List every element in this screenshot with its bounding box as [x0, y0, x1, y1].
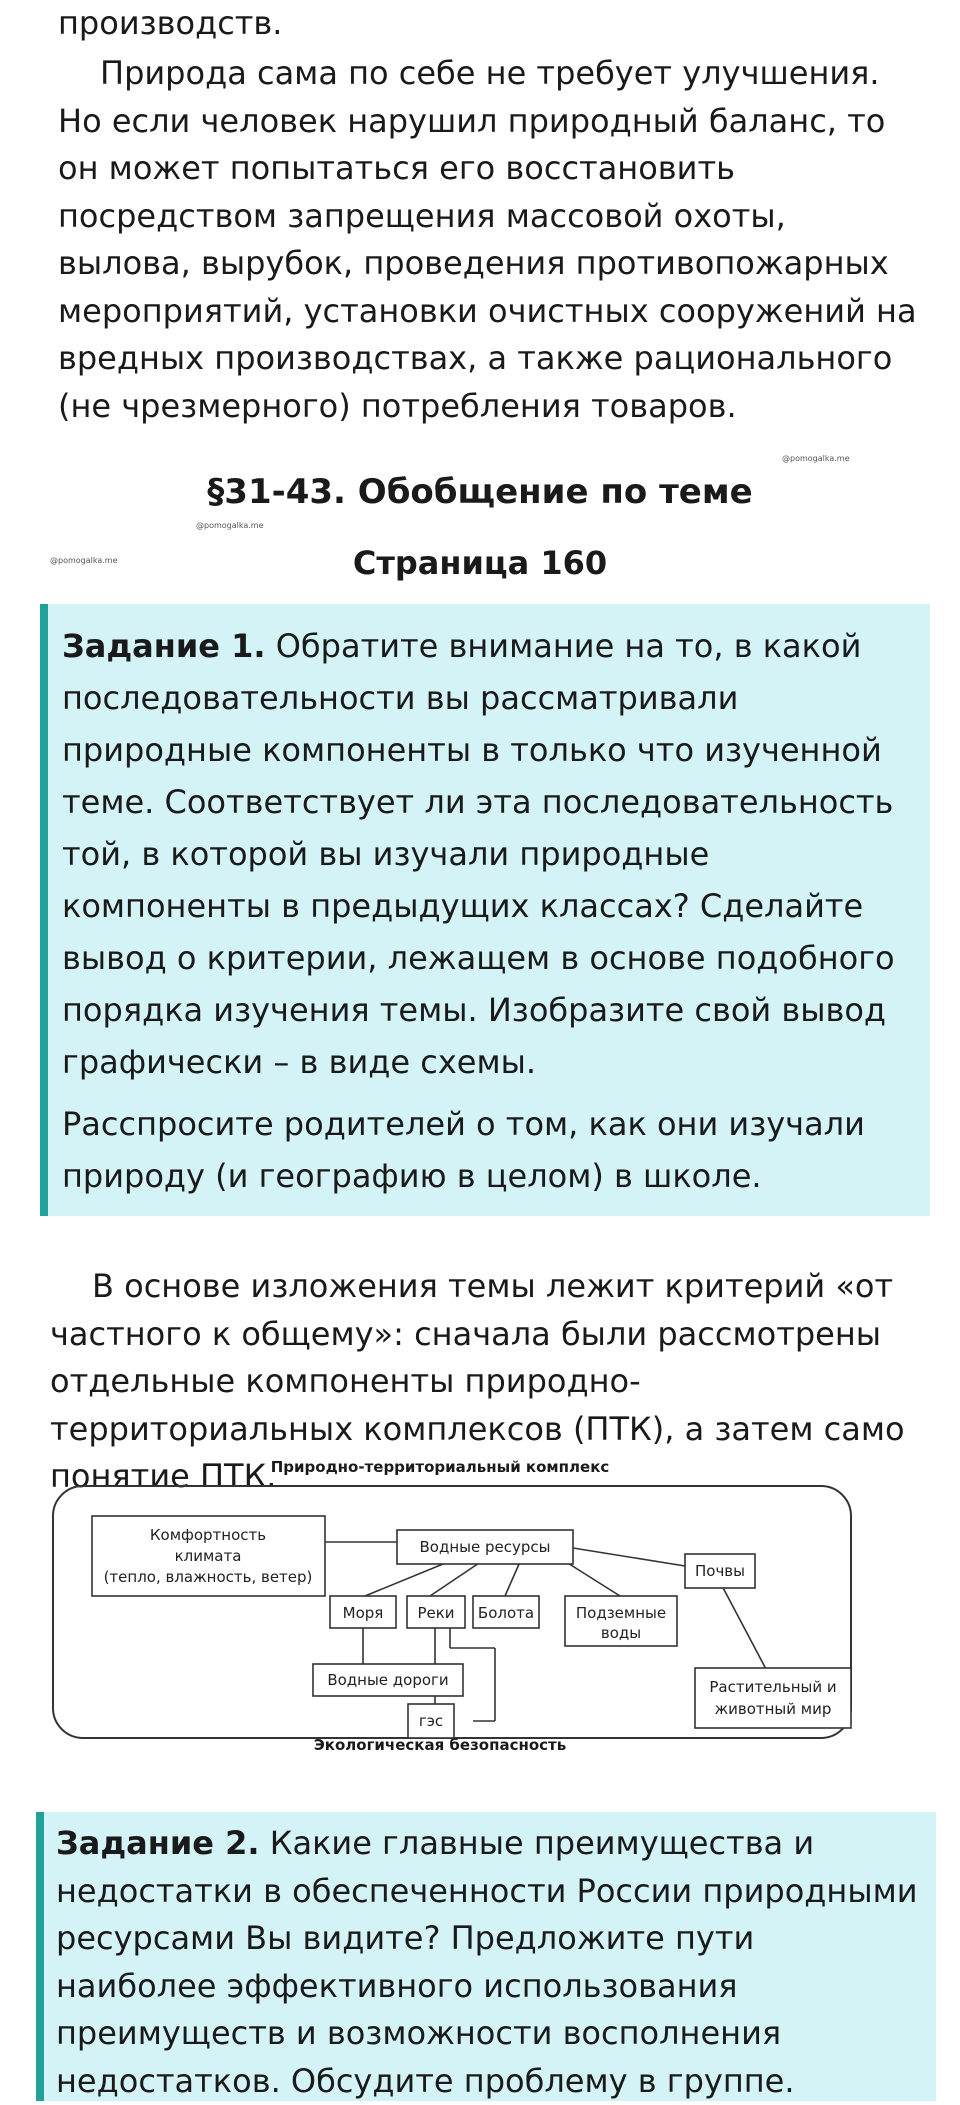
page-label: Страница 160 — [352, 544, 608, 582]
watermark: @pomogalka.me — [196, 521, 264, 530]
ptk-diagram — [45, 1458, 860, 1758]
node-biota-1: Растительный и — [709, 1678, 837, 1696]
intro-line: производств. — [58, 4, 283, 42]
node-rivers: Реки — [417, 1604, 455, 1622]
node-climate-3: (тепло, влажность, ветер) — [103, 1568, 313, 1586]
task-2-body: Какие главные преимущества и недостатки в обеспеченности России природными ресурсами Вы видите? Предложите пути наиболее эффективного использования преимуществ и возможности восполнения недостатков. Обсудите проблему в группе. — [56, 1824, 918, 2100]
diagram-title: Природно-территориальный комплекс — [270, 1458, 610, 1476]
diagram-caption: Экологическая безопасность — [313, 1736, 567, 1754]
intro-paragraph: Природа сама по себе не требует улучшения. Но если человек нарушил природный баланс, то он может попытаться его восстановить посредством запрещения массовой охоты, вылова, вырубок, проведения противопожарных мероприятий, установки очистных сооружений на вредных производствах, а также рационального (не чрезмерного) потребления товаров. — [58, 54, 917, 425]
diagram-svg — [45, 1478, 860, 1768]
node-biota-2: животный мир — [714, 1700, 832, 1718]
node-climate-1: Комфортность — [149, 1526, 267, 1544]
task-2-text — [56, 1820, 924, 2105]
section-title: §31-43. Обобщение по теме — [207, 472, 753, 512]
task-1-text — [62, 620, 916, 1088]
answer-paragraph: В основе изложения темы лежит критерий «от частного к общему»: сначала были рассмотрены отдельные компоненты природно-территориальных комплексов (ПТК), а затем само понятие ПТК. — [50, 1267, 905, 1495]
node-water: Водные ресурсы — [419, 1538, 551, 1556]
task-2-box — [36, 1812, 936, 2101]
node-ground-2: воды — [600, 1624, 642, 1642]
node-ground-1: Подземные — [575, 1604, 667, 1622]
task-1-box — [40, 604, 930, 1216]
node-seas: Моря — [342, 1604, 384, 1622]
node-waterways: Водные дороги — [327, 1671, 449, 1689]
node-soils: Почвы — [694, 1562, 746, 1580]
node-climate-2: климата — [174, 1547, 242, 1565]
node-hydro: гэс — [418, 1712, 444, 1730]
task-1-body: Обратите внимание на то, в какой последовательности вы рассматривали природные компоненты в только что изученной теме. Соответствует ли эта последовательность той, в которой вы изучали природные компоненты в предыдущих классах? Сделайте вывод о критерии, лежащем в основе подобного порядка изучения темы. Изобразите свой вывод графически – в виде схемы. — [62, 627, 895, 1081]
task-2-label: Задание 2. — [56, 1824, 260, 1862]
task-1-label: Задание 1. — [62, 627, 266, 665]
node-biota-box — [695, 1668, 851, 1728]
watermark: @pomogalka.me — [50, 556, 118, 565]
node-swamps: Болота — [477, 1604, 535, 1622]
task-1-extra: Расспросите родителей о том, как они изучали природу (и географию в целом) в школе. — [62, 1105, 865, 1195]
watermark: @pomogalka.me — [782, 454, 850, 463]
